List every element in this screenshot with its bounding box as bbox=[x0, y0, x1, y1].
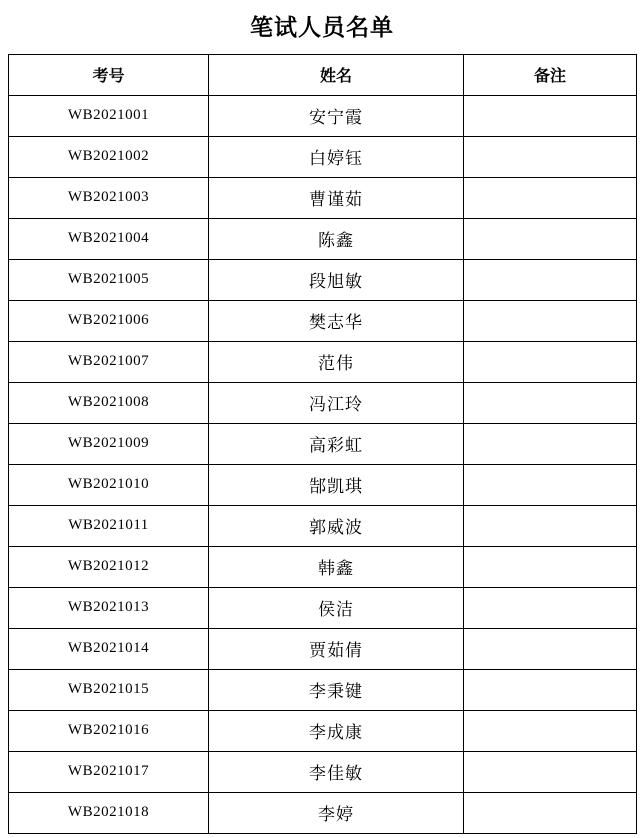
table-row bbox=[9, 259, 637, 300]
cell-exam-id: WB2021014 bbox=[9, 628, 209, 669]
table-row bbox=[9, 218, 637, 259]
cell-exam-id: WB2021005 bbox=[9, 259, 209, 300]
cell-name: 曹谨茹 bbox=[209, 177, 464, 218]
cell-name: 郜凯琪 bbox=[209, 464, 464, 505]
cell-name: 郭威波 bbox=[209, 505, 464, 546]
cell-exam-id: WB2021001 bbox=[9, 95, 209, 136]
cell-name: 李婷 bbox=[209, 792, 464, 833]
cell-name: 樊志华 bbox=[209, 300, 464, 341]
cell-note bbox=[464, 177, 637, 218]
table-row bbox=[9, 464, 637, 505]
cell-exam-id: WB2021012 bbox=[9, 546, 209, 587]
cell-exam-id: WB2021007 bbox=[9, 341, 209, 382]
cell-exam-id: WB2021004 bbox=[9, 218, 209, 259]
table-row bbox=[9, 300, 637, 341]
column-header-note: 备注 bbox=[464, 54, 637, 95]
cell-note bbox=[464, 300, 637, 341]
table-row bbox=[9, 792, 637, 833]
cell-exam-id: WB2021008 bbox=[9, 382, 209, 423]
cell-name: 陈鑫 bbox=[209, 218, 464, 259]
cell-note bbox=[464, 546, 637, 587]
table-row bbox=[9, 710, 637, 751]
table-row bbox=[9, 136, 637, 177]
cell-note bbox=[464, 710, 637, 751]
table-row bbox=[9, 95, 637, 136]
cell-exam-id: WB2021010 bbox=[9, 464, 209, 505]
cell-note bbox=[464, 136, 637, 177]
document-page bbox=[0, 14, 644, 834]
cell-exam-id: WB2021016 bbox=[9, 710, 209, 751]
cell-note bbox=[464, 341, 637, 382]
table-row bbox=[9, 546, 637, 587]
cell-note bbox=[464, 423, 637, 464]
cell-name: 李秉键 bbox=[209, 669, 464, 710]
cell-exam-id: WB2021011 bbox=[9, 505, 209, 546]
cell-note bbox=[464, 259, 637, 300]
cell-note bbox=[464, 218, 637, 259]
table-header-row bbox=[9, 54, 637, 95]
table-row bbox=[9, 628, 637, 669]
cell-exam-id: WB2021002 bbox=[9, 136, 209, 177]
cell-exam-id: WB2021018 bbox=[9, 792, 209, 833]
cell-name: 贾茹倩 bbox=[209, 628, 464, 669]
cell-name: 安宁霞 bbox=[209, 95, 464, 136]
cell-exam-id: WB2021006 bbox=[9, 300, 209, 341]
cell-exam-id: WB2021013 bbox=[9, 587, 209, 628]
table-row bbox=[9, 505, 637, 546]
cell-name: 侯洁 bbox=[209, 587, 464, 628]
cell-name: 韩鑫 bbox=[209, 546, 464, 587]
cell-note bbox=[464, 587, 637, 628]
cell-name: 段旭敏 bbox=[209, 259, 464, 300]
table-row bbox=[9, 341, 637, 382]
roster-table bbox=[8, 54, 637, 834]
cell-note bbox=[464, 95, 637, 136]
table-row bbox=[9, 423, 637, 464]
column-header-name: 姓名 bbox=[209, 54, 464, 95]
cell-name: 范伟 bbox=[209, 341, 464, 382]
cell-exam-id: WB2021017 bbox=[9, 751, 209, 792]
column-header-exam-id: 考号 bbox=[9, 54, 209, 95]
cell-name: 李成康 bbox=[209, 710, 464, 751]
cell-exam-id: WB2021009 bbox=[9, 423, 209, 464]
table-row bbox=[9, 177, 637, 218]
table-row bbox=[9, 587, 637, 628]
cell-note bbox=[464, 751, 637, 792]
table-body bbox=[9, 95, 637, 833]
cell-name: 李佳敏 bbox=[209, 751, 464, 792]
cell-note bbox=[464, 628, 637, 669]
cell-exam-id: WB2021015 bbox=[9, 669, 209, 710]
cell-name: 白婷钰 bbox=[209, 136, 464, 177]
cell-name: 冯江玲 bbox=[209, 382, 464, 423]
table-row bbox=[9, 669, 637, 710]
cell-note bbox=[464, 669, 637, 710]
cell-exam-id: WB2021003 bbox=[9, 177, 209, 218]
table-row bbox=[9, 382, 637, 423]
cell-name: 高彩虹 bbox=[209, 423, 464, 464]
cell-note bbox=[464, 464, 637, 505]
page-title: 笔试人员名单 bbox=[250, 14, 394, 40]
cell-note bbox=[464, 505, 637, 546]
cell-note bbox=[464, 382, 637, 423]
cell-note bbox=[464, 792, 637, 833]
table-row bbox=[9, 751, 637, 792]
